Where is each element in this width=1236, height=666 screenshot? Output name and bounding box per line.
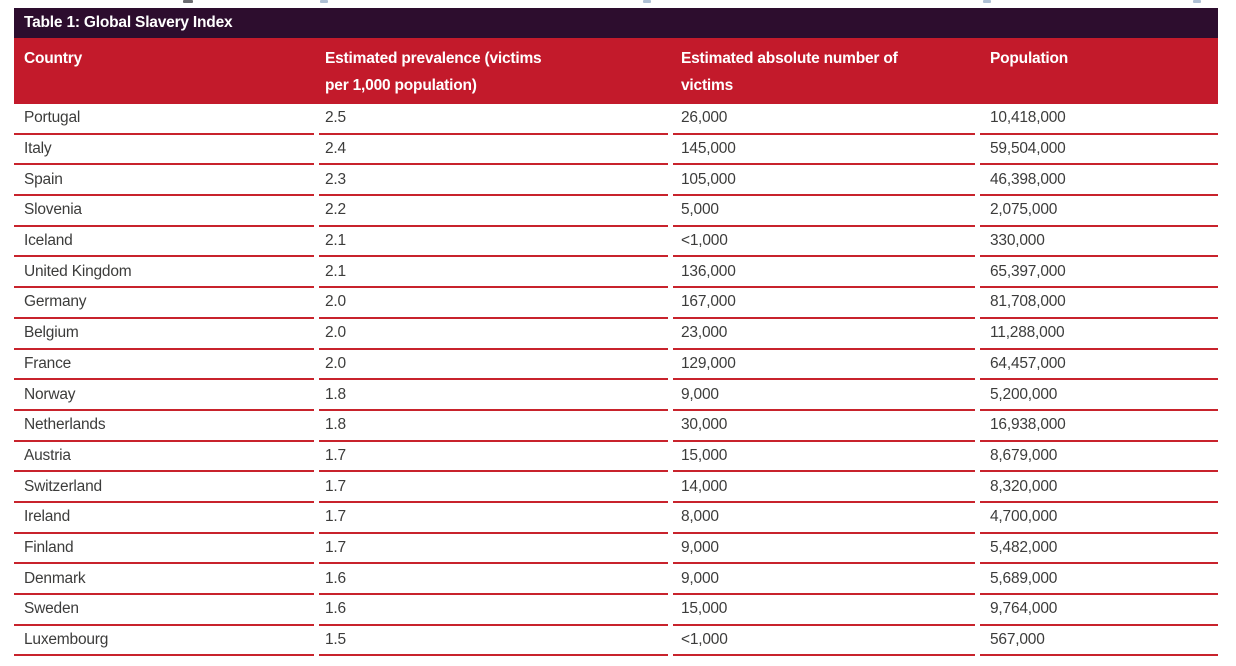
cropped-text-fragment bbox=[983, 0, 991, 3]
cell-population: 5,689,000 bbox=[980, 564, 1218, 595]
cell-population: 65,397,000 bbox=[980, 257, 1218, 288]
column-header-population: Population bbox=[990, 50, 1069, 67]
cell-prevalence: 2.1 bbox=[319, 227, 668, 258]
cell-prevalence: 1.7 bbox=[319, 534, 668, 565]
cell-victims: 26,000 bbox=[673, 104, 975, 135]
cropped-text-fragment bbox=[183, 0, 193, 3]
cell-population: 81,708,000 bbox=[980, 288, 1218, 319]
table-row bbox=[14, 380, 1218, 411]
table-title-bar bbox=[14, 8, 1218, 38]
cell-population: 330,000 bbox=[980, 227, 1218, 258]
table-row bbox=[14, 411, 1218, 442]
table-body bbox=[14, 104, 1218, 656]
cell-population: 10,418,000 bbox=[980, 104, 1218, 135]
cell-victims: 129,000 bbox=[673, 350, 975, 381]
cell-country: Finland bbox=[14, 534, 314, 565]
cell-country: Spain bbox=[14, 165, 314, 196]
cell-country: Netherlands bbox=[14, 411, 314, 442]
cell-prevalence: 1.7 bbox=[319, 503, 668, 534]
cell-population: 8,320,000 bbox=[980, 472, 1218, 503]
cell-population: 8,679,000 bbox=[980, 442, 1218, 473]
cropped-text-fragment bbox=[1193, 0, 1201, 3]
cell-country: Iceland bbox=[14, 227, 314, 258]
cell-country: Ireland bbox=[14, 503, 314, 534]
cell-population: 9,764,000 bbox=[980, 595, 1218, 626]
cell-victims: 23,000 bbox=[673, 319, 975, 350]
cell-prevalence: 1.5 bbox=[319, 626, 668, 657]
cell-country: Denmark bbox=[14, 564, 314, 595]
table-row bbox=[14, 165, 1218, 196]
table-row bbox=[14, 104, 1218, 135]
table-row bbox=[14, 503, 1218, 534]
table-row bbox=[14, 227, 1218, 258]
cropped-text-fragment bbox=[320, 0, 328, 3]
table-row bbox=[14, 472, 1218, 503]
cropped-text-fragment bbox=[643, 0, 651, 3]
cell-country: France bbox=[14, 350, 314, 381]
cell-victims: 145,000 bbox=[673, 135, 975, 166]
cell-victims: <1,000 bbox=[673, 626, 975, 657]
cell-prevalence: 1.6 bbox=[319, 595, 668, 626]
cell-population: 16,938,000 bbox=[980, 411, 1218, 442]
table-row bbox=[14, 196, 1218, 227]
cell-prevalence: 2.4 bbox=[319, 135, 668, 166]
cell-country: Germany bbox=[14, 288, 314, 319]
column-header-country: Country bbox=[24, 50, 83, 67]
table-row bbox=[14, 442, 1218, 473]
cell-victims: 15,000 bbox=[673, 442, 975, 473]
table-row bbox=[14, 350, 1218, 381]
cell-prevalence: 2.0 bbox=[319, 350, 668, 381]
cell-victims: 136,000 bbox=[673, 257, 975, 288]
cell-victims: 15,000 bbox=[673, 595, 975, 626]
cell-prevalence: 1.7 bbox=[319, 442, 668, 473]
table-row bbox=[14, 564, 1218, 595]
cell-country: Luxembourg bbox=[14, 626, 314, 657]
cell-country: Slovenia bbox=[14, 196, 314, 227]
cell-country: Norway bbox=[14, 380, 314, 411]
cell-country: Italy bbox=[14, 135, 314, 166]
table-title: Table 1: Global Slavery Index bbox=[24, 14, 233, 31]
cell-prevalence: 1.8 bbox=[319, 380, 668, 411]
cell-victims: 30,000 bbox=[673, 411, 975, 442]
table-row bbox=[14, 135, 1218, 166]
cell-population: 5,200,000 bbox=[980, 380, 1218, 411]
table-row bbox=[14, 626, 1218, 657]
global-slavery-index-table bbox=[14, 8, 1218, 656]
cell-country: Portugal bbox=[14, 104, 314, 135]
table-row bbox=[14, 595, 1218, 626]
cell-victims: 9,000 bbox=[673, 380, 975, 411]
cell-population: 5,482,000 bbox=[980, 534, 1218, 565]
table-header-row bbox=[14, 38, 1218, 104]
cropped-text-fragments bbox=[0, 0, 1236, 6]
cell-population: 64,457,000 bbox=[980, 350, 1218, 381]
column-header-prevalence: Estimated prevalence (victims per 1,000 population) bbox=[325, 50, 542, 94]
cell-population: 567,000 bbox=[980, 626, 1218, 657]
cell-country: Sweden bbox=[14, 595, 314, 626]
cell-prevalence: 2.5 bbox=[319, 104, 668, 135]
cell-country: Austria bbox=[14, 442, 314, 473]
cell-prevalence: 2.0 bbox=[319, 288, 668, 319]
table-row bbox=[14, 288, 1218, 319]
cell-victims: 167,000 bbox=[673, 288, 975, 319]
cell-population: 2,075,000 bbox=[980, 196, 1218, 227]
cell-population: 4,700,000 bbox=[980, 503, 1218, 534]
cell-victims: 5,000 bbox=[673, 196, 975, 227]
cell-prevalence: 1.7 bbox=[319, 472, 668, 503]
cell-victims: 8,000 bbox=[673, 503, 975, 534]
cell-victims: 14,000 bbox=[673, 472, 975, 503]
table-row bbox=[14, 319, 1218, 350]
cell-prevalence: 1.6 bbox=[319, 564, 668, 595]
column-header-victims: Estimated absolute number of victims bbox=[681, 50, 898, 94]
cell-prevalence: 2.3 bbox=[319, 165, 668, 196]
cell-country: Belgium bbox=[14, 319, 314, 350]
table-row bbox=[14, 534, 1218, 565]
cell-victims: 9,000 bbox=[673, 534, 975, 565]
cell-prevalence: 2.0 bbox=[319, 319, 668, 350]
cell-victims: <1,000 bbox=[673, 227, 975, 258]
cell-victims: 9,000 bbox=[673, 564, 975, 595]
cell-prevalence: 1.8 bbox=[319, 411, 668, 442]
cell-prevalence: 2.1 bbox=[319, 257, 668, 288]
cell-population: 46,398,000 bbox=[980, 165, 1218, 196]
cell-population: 59,504,000 bbox=[980, 135, 1218, 166]
cell-population: 11,288,000 bbox=[980, 319, 1218, 350]
cell-country: Switzerland bbox=[14, 472, 314, 503]
cell-country: United Kingdom bbox=[14, 257, 314, 288]
cell-prevalence: 2.2 bbox=[319, 196, 668, 227]
cell-victims: 105,000 bbox=[673, 165, 975, 196]
table-row bbox=[14, 257, 1218, 288]
